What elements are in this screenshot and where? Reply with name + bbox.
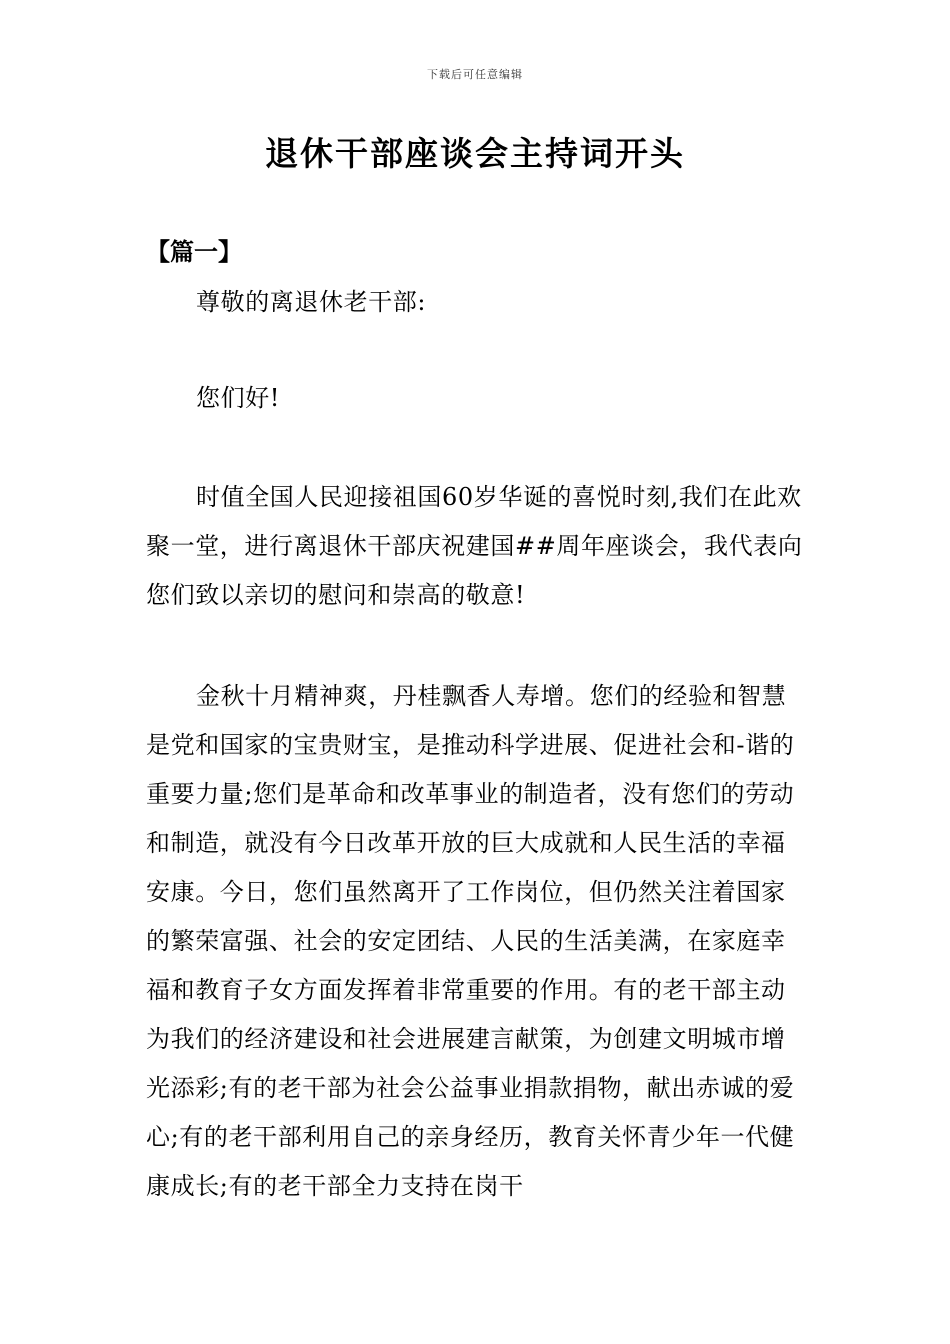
- salutation: 尊敬的离退休老干部:: [196, 288, 427, 316]
- document-title: 退休干部座谈会主持词开头: [265, 134, 685, 173]
- header-note: 下载后可任意编辑: [427, 68, 523, 81]
- section-label: 【篇一】: [146, 237, 242, 266]
- body-paragraph: 金秋十月精神爽，丹桂飘香人寿增。您们的经验和智慧是党和国家的宝贵财宝，是推动科学进展、促进社会和-谐的重要力量;您们是革命和改革事业的制造者，没有您们的劳动和制造，就没有今日改革开放的巨大成就和人民生活的幸福安康。今日，您们虽然离开了工作岗位，但仍然关注着国家的繁荣富强、社会的安定团结、人民的生活美满，在家庭幸福和教育子女方面发挥着非常重要的作用。有的老干部主动为我们的经济建设和社会进展建言献策，为创建文明城市增光添彩;有的老干部为社会公益事业捐款捐物，献出赤诚的爱心;有的老干部利用自己的亲身经历，教育关怀青少年一代健康成长;有的老干部全力支持在岗干: [146, 682, 795, 1200]
- body-paragraph: 时值全国人民迎接祖国60岁华诞的喜悦时刻,我们在此欢聚一堂，进行离退休干部庆祝建国##周年座谈会，我代表向您们致以亲切的慰问和崇高的敬意!: [146, 483, 803, 609]
- greeting: 您们好!: [196, 384, 281, 412]
